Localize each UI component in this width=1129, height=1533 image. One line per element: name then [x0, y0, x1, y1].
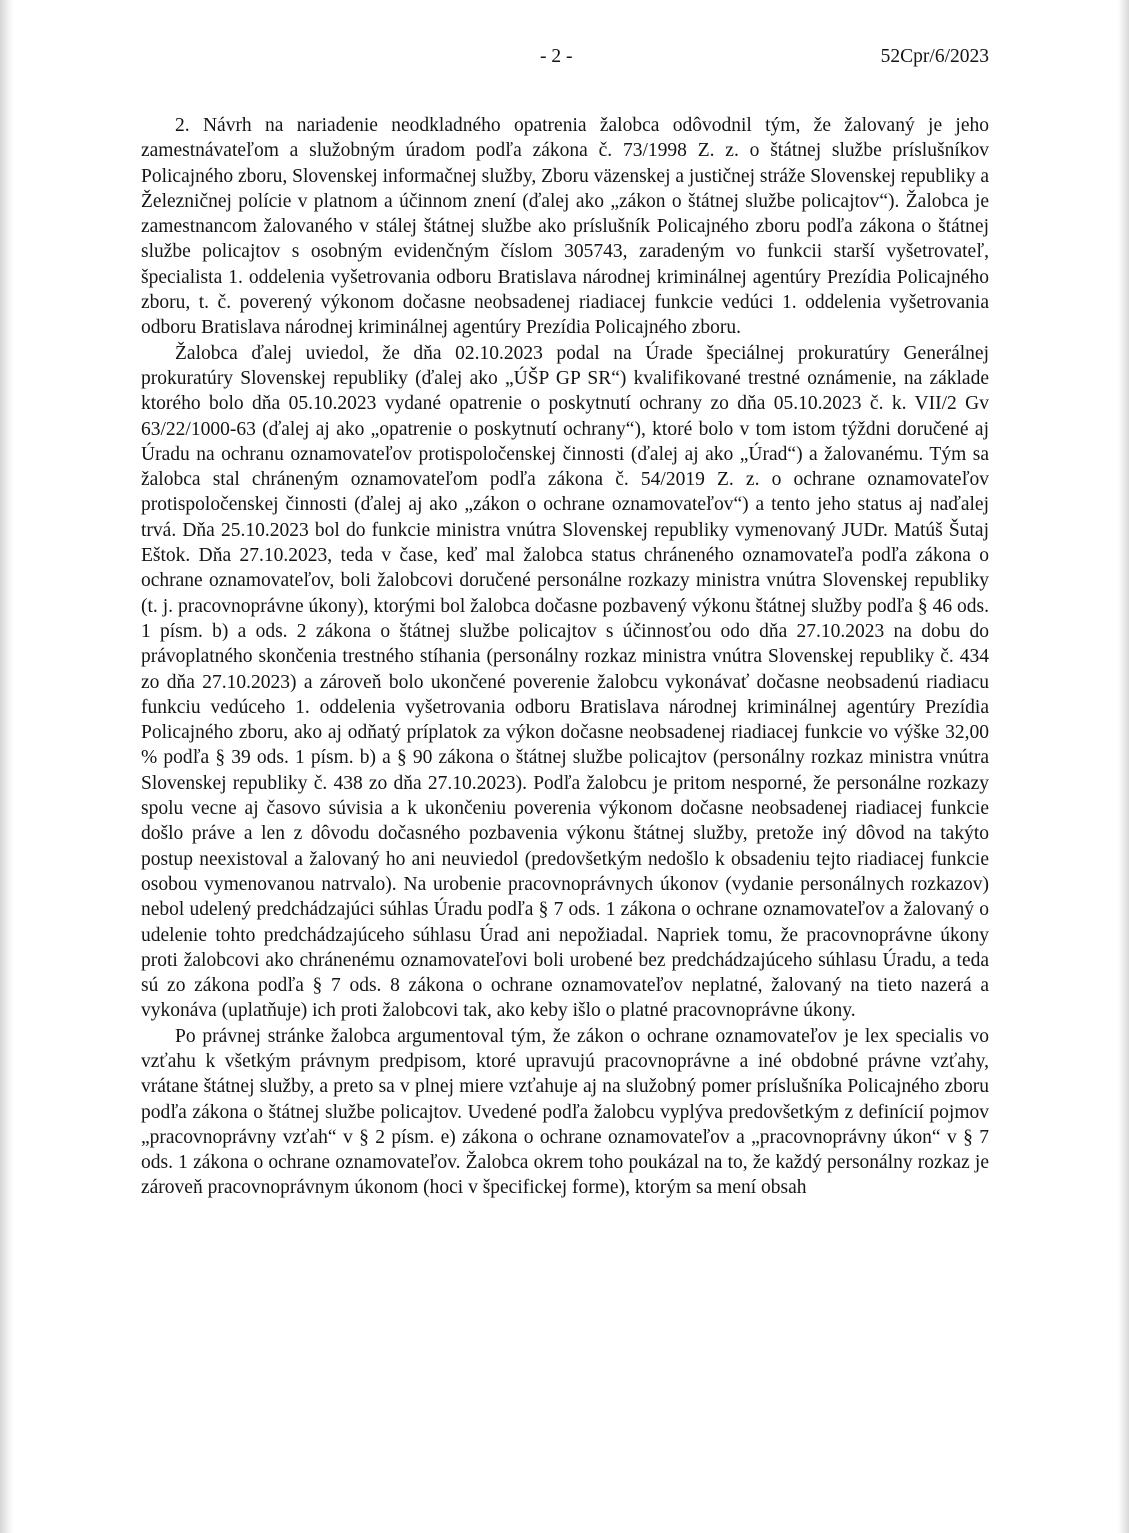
- paragraph-motion-grounds: 2. Návrh na nariadenie neodkladného opatrenia žalobca odôvodnil tým, že žalovaný je jeho zamestnávateľom a služobným úradom podľa zákona č. 73/1998 Z. z. o štátnej službe príslušníkov Policajného zboru, Slovenskej informačnej služby, Zboru väzenskej a justičnej stráže Slovenskej republiky a Železničnej polície v platnom a účinnom znení (ďalej ako „zákon o štátnej službe policajtov“). Žalobca je zamestnancom žalovaného v stálej štátnej službe ako príslušník Policajného zboru podľa zákona o štátnej službe policajtov s osobným evidenčným číslom 305743, zaradeným vo funkcii starší vyšetrovateľ, špecialista 1. oddelenia vyšetrovania odboru Bratislava národnej kriminálnej agentúry Prezídia Policajného zboru, t. č. poverený výkonom dočasne neobsadenej riadiacej funkcie vedúci 1. oddelenia vyšetrovania odboru Bratislava národnej kriminálnej agentúry Prezídia Policajného zboru.: [141, 115, 989, 339]
- page-edge-shadow-left: [0, 0, 14, 1533]
- paragraph-legal-argument: Po právnej stránke žalobca argumentoval tým, že zákon o ochrane oznamovateľov je lex specialis vo vzťahu k všetkým právnym predpisom, ktoré upravujú pracovnoprávne a iné obdobné právne vzťahy, vrátane štátnej služby, a preto sa v plnej miere vzťahuje aj na služobný pomer príslušníka Policajného zboru podľa zákona o štátnej službe policajtov. Uvedené podľa žalobcu vyplýva predovšetkým z definícií pojmov „pracovnoprávny vzťah“ v § 2 písm. e) zákona o ochrane oznamovateľov a „pracovnoprávny úkon“ v § 7 ods. 1 zákona o ochrane oznamovateľov. Žalobca okrem toho poukázal na to, že každý personálny rozkaz je zároveň pracovnoprávnym úkonom (hoci v špecifickej forme), ktorým sa mení obsah: [141, 1025, 989, 1199]
- case-number: 52Cpr/6/2023: [880, 46, 989, 67]
- document-body: [141, 113, 989, 1201]
- page-header: [0, 46, 1129, 76]
- page-number: - 2 -: [540, 46, 573, 67]
- paragraph-plaintiff-statement: Žalobca ďalej uviedol, že dňa 02.10.2023 podal na Úrade špeciálnej prokuratúry Generálnej prokuratúry Slovenskej republiky (ďalej ako „ÚŠP GP SR“) kvalifikované trestné oznámenie, na základe ktorého bolo dňa 05.10.2023 vydané opatrenie o poskytnutí ochrany zo dňa 05.10.2023 č. k. VII/2 Gv 63/22/1000-63 (ďalej aj ako „opatrenie o poskytnutí ochrany“), ktoré bolo v tom istom týždni doručené aj Úradu na ochranu oznamovateľov protispoločenskej činnosti (ďalej aj ako „Úrad“) a žalovanému. Tým sa žalobca stal chráneným oznamovateľom podľa zákona č. 54/2019 Z. z. o ochrane oznamovateľov protispoločenskej činnosti (ďalej aj ako „zákon o ochrane oznamovateľov“) a tento jeho status aj naďalej trvá. Dňa 25.10.2023 bol do funkcie ministra vnútra Slovenskej republiky vymenovaný JUDr. Matúš Šutaj Eštok. Dňa 27.10.2023, teda v čase, keď mal žalobca status chráneného oznamovateľa podľa zákona o ochrane oznamovateľov, boli žalobcovi doručené personálne rozkazy ministra vnútra Slovenskej republiky (t. j. pracovnoprávne úkony), ktorými bol žalobca dočasne pozbavený výkonu štátnej služby podľa § 46 ods. 1 písm. b) a ods. 2 zákona o štátnej službe policajtov s účinnosťou odo dňa 27.10.2023 na dobu do právoplatného skončenia trestného stíhania (personálny rozkaz ministra vnútra Slovenskej republiky č. 434 zo dňa 27.10.2023) a zároveň bolo ukončené poverenie žalobcu vykonávať dočasne neobsadenú riadiacu funkciu vedúceho 1. oddelenia vyšetrovania odboru Bratislava národnej kriminálnej agentúry Prezídia Policajného zboru, ako aj odňatý príplatok za výkon dočasne neobsadenej riadiacej funkcie vo výške 32,00 % podľa § 39 ods. 1 písm. b) a § 90 zákona o štátnej službe policajtov (personálny rozkaz ministra vnútra Slovenskej republiky č. 438 zo dňa 27.10.2023). Podľa žalobcu je pritom nesporné, že personálne rozkazy spolu vecne aj časovo súvisia a k ukončeniu poverenia výkonom dočasne neobsadenej riadiacej funkcie došlo práve a len z dôvodu dočasného pozbavenia výkonu štátnej služby, pretože iný dôvod na takýto postup neexistoval a žalovaný ho ani neuviedol (predovšetkým nedošlo k obsadeniu tejto riadiacej funkcie osobou vymenovanou natrvalo). Na urobenie pracovnoprávnych úkonov (vydanie personálnych rozkazov) nebol udelený predchádzajúci súhlas Úradu podľa § 7 ods. 1 zákona o ochrane oznamovateľov a žalovaný o udelenie tohto predchádzajúceho súhlasu Úrad ani nepožiadal. Napriek tomu, že pracovnoprávne úkony proti žalobcovi ako chránenému oznamovateľovi boli urobené bez predchádzajúceho súhlasu Úradu, a teda sú zo zákona podľa § 7 ods. 8 zákona o ochrane oznamovateľov neplatné, žalovaný na tieto nazerá a vykonáva (uplatňuje) ich proti žalobcovi tak, ako keby išlo o platné pracovnoprávne úkony.: [141, 342, 989, 1022]
- page-edge-shadow-right: [1117, 0, 1129, 1533]
